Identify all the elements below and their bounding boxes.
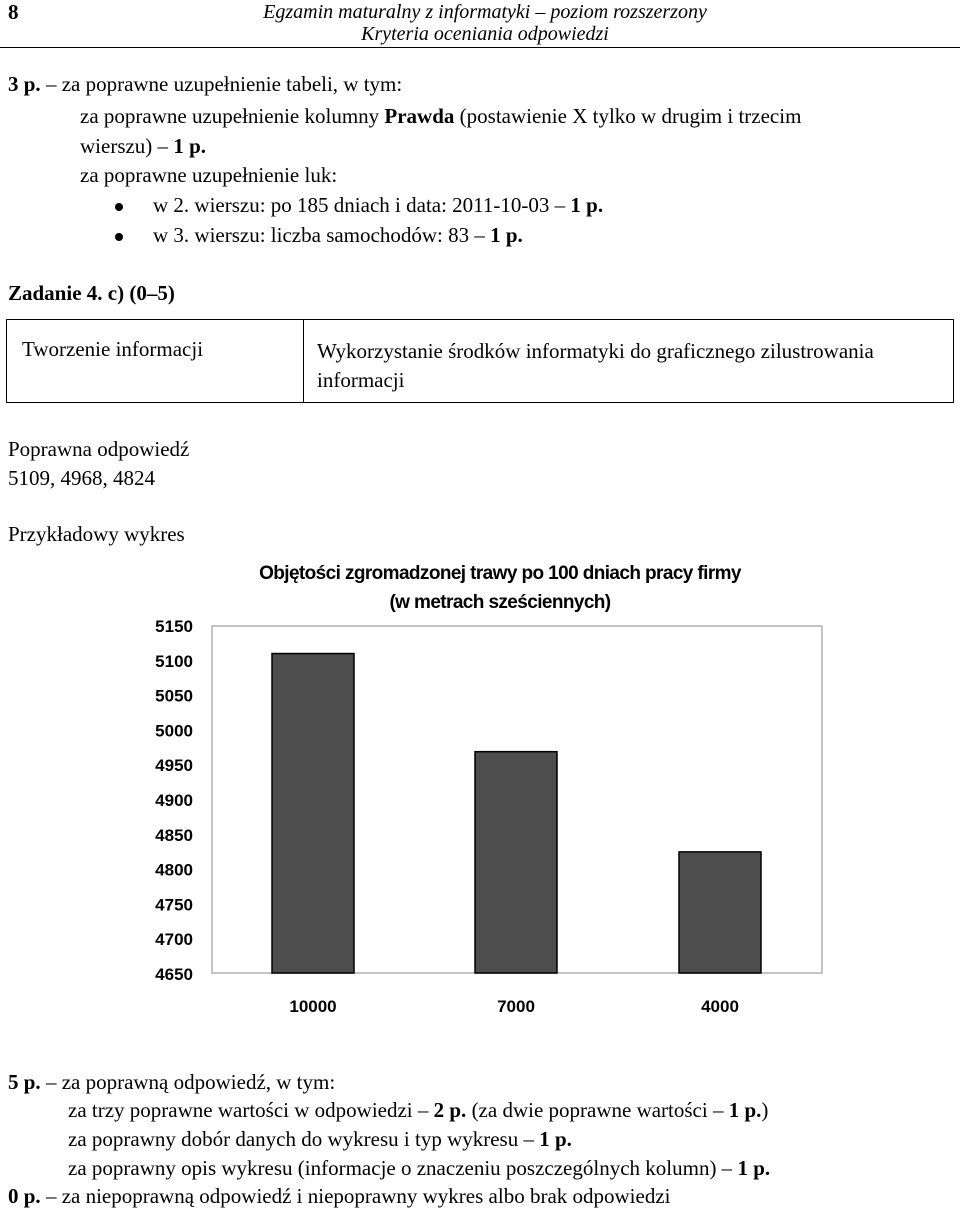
y-tick-label: 4900 <box>155 791 193 810</box>
x-tick-label: 7000 <box>497 997 535 1016</box>
scoring-line-4: za poprawny opis wykresu (informacje o znaczeniu poszczególnych kolumn) – 1 p. <box>68 1156 771 1180</box>
chart-title: Objętości zgromadzonej trawy po 100 dniach pracy firmy <box>259 563 741 584</box>
criteria-line-1: 3 p. – za poprawne uzupełnienie tabeli, w tym: <box>8 72 403 96</box>
chart-subtitle: (w metrach sześciennych) <box>389 592 611 613</box>
scoring-line-5: 0 p. – za niepoprawną odpowiedź i niepoprawny wykres albo brak odpowiedzi <box>8 1184 671 1208</box>
bar <box>679 852 761 973</box>
table-cell-requirement: Wykorzystanie środków informatyki do graficznego zilustrowania informacji <box>317 339 874 392</box>
task-title: Zadanie 4. c) (0–5) <box>8 281 175 305</box>
y-tick-label: 4750 <box>155 895 193 915</box>
y-tick-label: 4800 <box>155 860 193 880</box>
y-tick-label: 5100 <box>155 651 193 671</box>
criteria-line-3: wierszu) – 1 p. <box>80 134 206 158</box>
requirements-table <box>6 319 954 403</box>
criteria-bullet-2: w 3. wierszu: liczba samochodów: 83 – 1 p. <box>153 223 523 247</box>
bullet-icon <box>115 203 123 211</box>
y-tick-label: 5000 <box>155 721 193 741</box>
y-tick-label: 5150 <box>155 617 193 636</box>
scoring-line-3: za poprawny dobór danych do wykresu i typ wykresu – 1 p. <box>68 1127 572 1151</box>
y-tick-label: 4950 <box>155 756 193 776</box>
header-title: Egzamin maturalny z informatyki – poziom rozszerzony <box>263 1 707 23</box>
criteria-bullet-1: w 2. wierszu: po 185 dniach i data: 2011-10-03 – 1 p. <box>153 193 604 217</box>
bar-chart <box>0 550 960 1030</box>
x-tick-label: 10000 <box>289 997 337 1016</box>
y-tick-label: 4700 <box>155 930 193 950</box>
criteria-line-4: za poprawne uzupełnienie luk: <box>80 163 338 187</box>
table-column-divider <box>303 320 304 402</box>
table-cell-area: Tworzenie informacji <box>22 337 204 361</box>
header-subtitle: Kryteria oceniania odpowiedzi <box>361 23 609 45</box>
scoring-line-2: za trzy poprawne wartości w odpowiedzi – 2 p. (za dwie poprawne wartości – 1 p.) <box>68 1098 769 1122</box>
example-chart-label: Przykładowy wykres <box>8 522 185 546</box>
answer-label: Poprawna odpowiedź <box>8 437 190 461</box>
page-number: 8 <box>8 0 19 24</box>
bar <box>272 654 354 973</box>
y-tick-label: 4850 <box>155 825 193 845</box>
criteria-line-2: za poprawne uzupełnienie kolumny Prawda (postawienie X tylko w drugim i trzecim <box>80 104 802 128</box>
y-tick-label: 4650 <box>155 965 193 984</box>
header-divider <box>0 47 960 48</box>
bullet-icon <box>115 233 123 241</box>
answer-value: 5109, 4968, 4824 <box>8 466 155 490</box>
x-tick-label: 4000 <box>701 997 739 1016</box>
bar <box>475 752 557 973</box>
y-tick-label: 5050 <box>155 686 193 706</box>
scoring-line-1: 5 p. – za poprawną odpowiedź, w tym: <box>8 1070 336 1094</box>
